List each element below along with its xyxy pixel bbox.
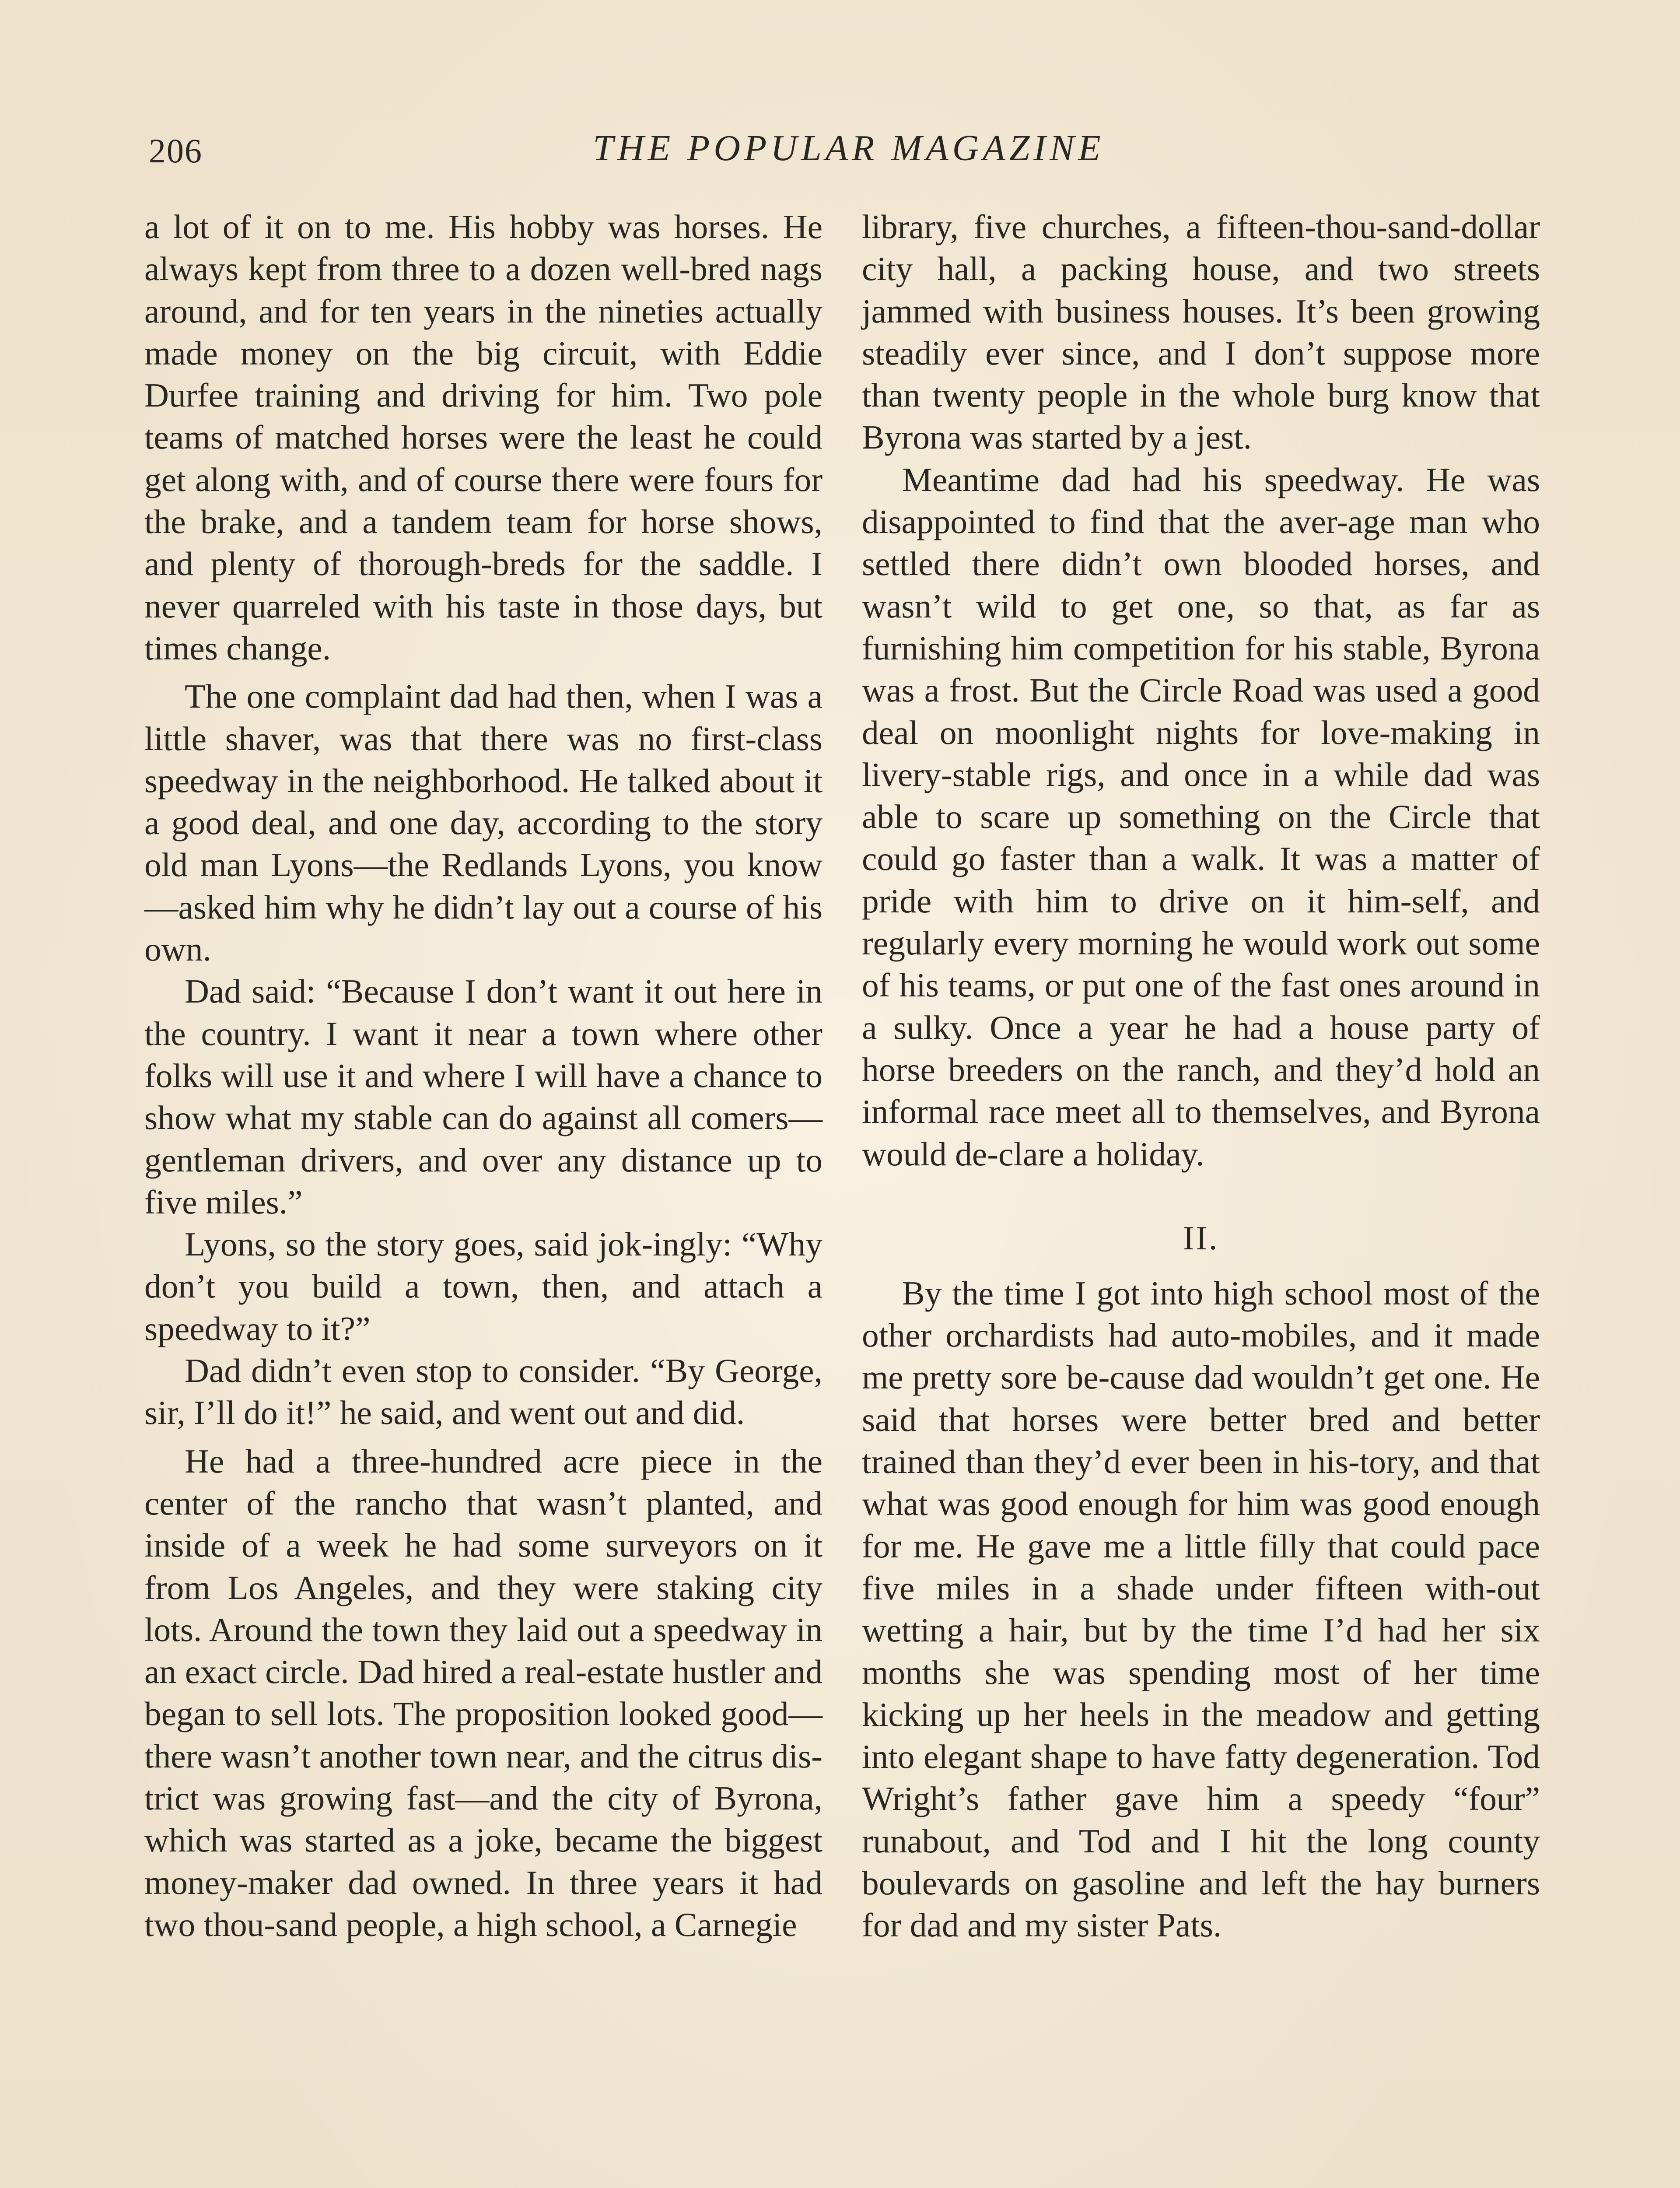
paragraph: The one complaint dad had then, when I was a little shaver, was that there was no first-class speedway in the neighborhood. He talked about it a good deal, and one day, according to the story old man Lyons—the Redlands Lyons, you know—asked him why he didn’t lay out a course of his own.	[144, 677, 822, 968]
right-column	[862, 206, 1540, 2188]
left-column	[144, 206, 822, 2188]
paragraph: a lot of it on to me. His hobby was horses. He always kept from three to a dozen well-bred nags around, and for ten years in the nineties actually made money on the big circuit, with Eddie Durfee training and driving for him. Two pole teams of matched horses were the least he could get along with, and of course there were fours for the brake, and a tandem team for horse shows, and plenty of thorough-breds for the saddle. I never quarreled with his taste in those days, but times change.	[144, 208, 822, 667]
paragraph: Dad didn’t even stop to consider. “By George, sir, I’ll do it!” he said, and went out and did.	[144, 1352, 822, 1432]
paragraph: Dad said: “Because I don’t want it out here in the country. I want it near a town where other folks will use it and where I will have a chance to show what my stable can do against all comers—gentleman drivers, and over any distance up to five miles.”	[144, 972, 822, 1221]
paragraph: Meantime dad had his speedway. He was disappointed to find that the aver-age man who settled there didn’t own blooded horses, and wasn’t wild to get one, so that, as far as furnishing him competition for his stable, Byrona was a frost. But the Circle Road was used a good deal on moonlight nights for love-making in livery-stable rigs, and once in a while dad was able to scare up something on the Circle that could go faster than a walk. It was a matter of pride with him to drive on it him-self, and regularly every morning he would work out some of his teams, or put one of the fast ones around in a sulky. Once a year he had a house party of horse breeders on the ranch, and they’d hold an informal race meet all to themselves, and Byrona would de-clare a holiday.	[862, 460, 1540, 1173]
paragraph: He had a three-hundred acre piece in the center of the rancho that wasn’t planted, and inside of a week he had some surveyors on it from Los Angeles, and they were staking city lots. Around the town they laid out a speedway in an exact circle. Dad hired a real-estate hustler and began to sell lots. The proposition looked good—there wasn’t another town near, and the citrus dis-trict was growing fast—and the city of Byrona, which was started as a joke, became the biggest money-maker dad owned. In three years it had two thou-sand people, a high school, a Carnegie	[144, 1442, 822, 1943]
paragraph: Lyons, so the story goes, said jok-ingly: “Why don’t you build a town, then, and attach a speedway to it?”	[144, 1225, 822, 1347]
section-heading: II.	[1183, 1219, 1219, 1257]
paragraph: library, five churches, a fifteen-thou-sand-dollar city hall, a packing house, and two streets jammed with business houses. It’s been growing steadily ever since, and I don’t suppose more than twenty people in the whole burg know that Byrona was started by a jest.	[862, 208, 1540, 456]
page-header	[149, 127, 1549, 179]
page-number: 206	[149, 132, 203, 170]
running-title: THE POPULAR MAGAZINE	[593, 128, 1105, 168]
paragraph: By the time I got into high school most of the other orchardists had auto-mobiles, and it made me pretty sore be-cause dad wouldn’t get one. He said that horses were better bred and better trained than they’d ever been in his-tory, and that what was good enough for him was good enough for me. He gave me a little filly that could pace five miles in a shade under fifteen with-out wetting a hair, but by the time I’d had her six months she was spending most of her time kicking up her heels in the meadow and getting into elegant shape to have fatty degeneration. Tod Wright’s father gave him a speedy “four” runabout, and Tod and I hit the long county boulevards on gasoline and left the hay burners for dad and my sister Pats.	[862, 1274, 1540, 1944]
